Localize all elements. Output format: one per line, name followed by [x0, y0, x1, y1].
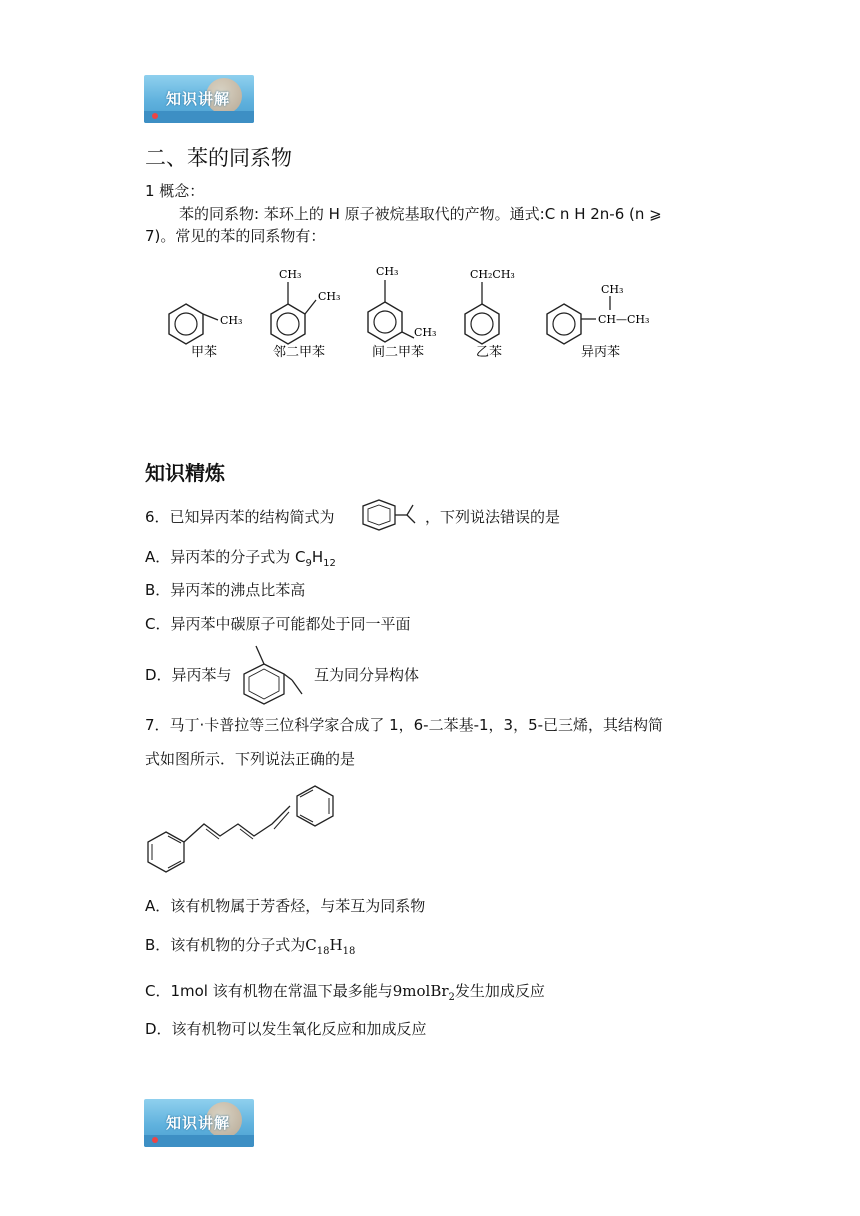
section-badge-bottom	[144, 1099, 254, 1147]
q7-option-d: D．该有机物可以发生氧化反应和加成反应	[145, 1020, 427, 1038]
q6-option-b: B．异丙苯的沸点比苯高	[145, 581, 306, 599]
concept-line-1: 苯的同系物: 苯环上的 H 原子被烷基取代的产物。通式:C n H 2n-6 (n ⩾	[179, 205, 662, 223]
cumene-structure	[547, 283, 649, 360]
o-xylene-structure	[271, 268, 340, 360]
q7-option-a: A．该有机物属于芳香烃，与苯互为同系物	[145, 897, 426, 915]
q6-option-d-pre: D．异丙苯与	[145, 666, 232, 684]
diphenylhexatriene-structure	[140, 776, 350, 876]
badge-text: 知识讲解	[166, 90, 231, 108]
svg-text:邻二甲苯: 邻二甲苯	[273, 345, 326, 360]
svg-text:乙苯: 乙苯	[476, 345, 503, 360]
toluene-structure	[169, 304, 242, 360]
q6-option-a: A．异丙苯的分子式为 $C_9H_{12}$	[145, 548, 336, 569]
q6-option-c: C．异丙苯中碳原子可能都处于同一平面	[145, 615, 411, 633]
dimethyl-ethyl-benzene-structure	[236, 642, 316, 706]
q7-option-b: B．该有机物的分子式为$C_{18}H_{18}$	[145, 936, 356, 957]
q7-stem-line-1: 7．马丁·卡普拉等三位科学家合成了 1，6-二苯基-1，3，5-已三烯，其结构简	[145, 716, 664, 734]
cumene-inline-structure	[357, 497, 427, 533]
q7-option-c: C．1mol 该有机物在常温下最多能与9molBr$_2$发生加成反应	[145, 982, 545, 1003]
section-badge-top	[144, 75, 254, 123]
practice-title: 知识精炼	[145, 461, 225, 485]
q7-stem-line-2: 式如图所示．下列说法正确的是	[145, 750, 356, 768]
svg-text:CH₃: CH₃	[376, 265, 399, 278]
badge-text: 知识讲解	[166, 1114, 231, 1132]
q6-stem-b: ，下列说法错误的是	[425, 508, 561, 526]
section-title: 二、苯的同系物	[145, 146, 292, 170]
svg-text:异丙苯: 异丙苯	[581, 345, 621, 360]
m-xylene-structure	[368, 265, 436, 360]
concept-line-2: 7)。常见的苯的同系物有：	[145, 227, 326, 245]
svg-text:CH₃: CH₃	[601, 283, 624, 296]
svg-text:CH₃: CH₃	[220, 314, 243, 327]
q6-stem-a: 6．已知异丙苯的结构简式为	[145, 508, 335, 526]
svg-text:CH—CH₃: CH—CH₃	[598, 313, 650, 326]
q6-option-d-post: 互为同分异构体	[314, 666, 420, 684]
svg-text:甲苯: 甲苯	[191, 345, 218, 360]
svg-text:间二甲苯: 间二甲苯	[372, 345, 425, 360]
svg-text:CH₃: CH₃	[414, 326, 437, 339]
ethylbenzene-structure	[465, 268, 515, 360]
benzene-homologs-figure	[160, 258, 680, 368]
concept-heading: 1 概念：	[145, 182, 205, 200]
svg-text:CH₃: CH₃	[279, 268, 302, 281]
svg-text:CH₃: CH₃	[318, 290, 341, 303]
svg-text:CH₂CH₃: CH₂CH₃	[470, 268, 515, 281]
